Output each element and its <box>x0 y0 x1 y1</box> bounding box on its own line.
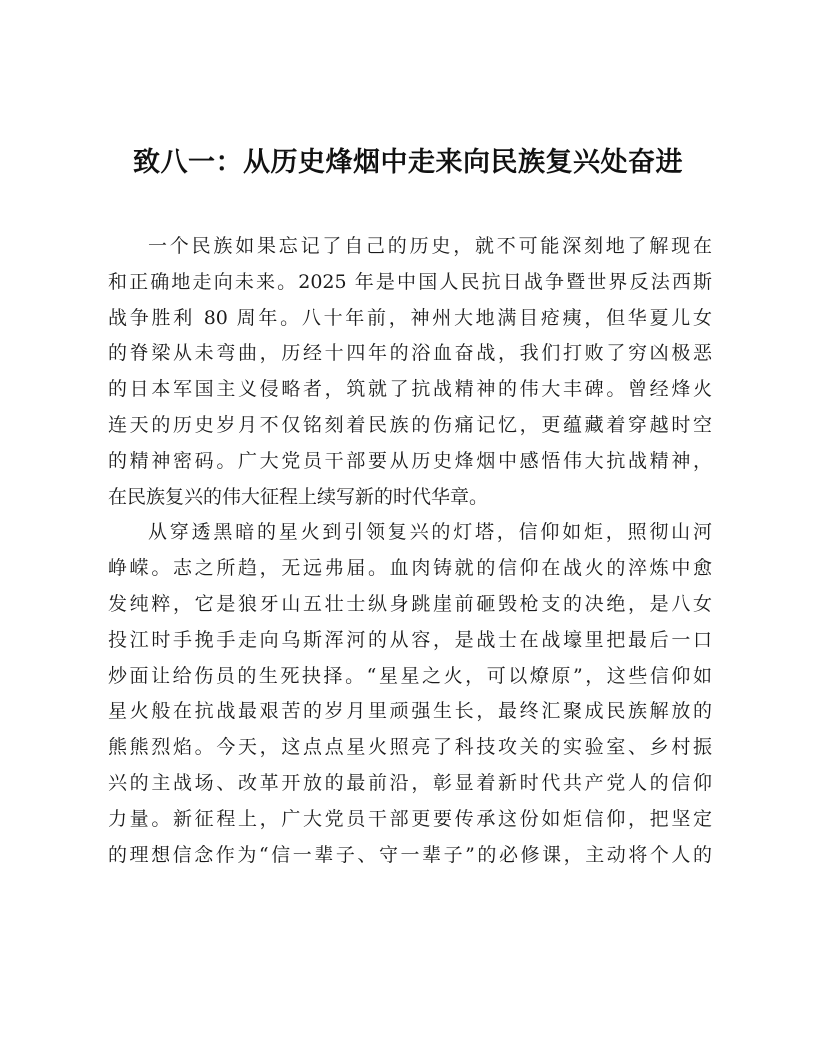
paragraph-1 <box>108 229 712 515</box>
paragraph-line: 的理想信念作为“信一辈子、守一辈子”的必修课，主动将个人的 <box>108 843 712 866</box>
paragraph-line: 峥嵘。志之所趋，无远弗届。血肉铸就的信仰在战火的淬炼中愈 <box>108 557 712 580</box>
document-body <box>108 229 712 873</box>
paragraph-line: 熊熊烈焰。今天，这点点星火照亮了科技攻关的实验室、乡村振 <box>108 736 712 759</box>
paragraph-line: 力量。新征程上，广大党员干部更要传承这份如炬信仰，把坚定 <box>108 807 712 830</box>
paragraph-2 <box>108 515 712 873</box>
paragraph-line: 炒面让给伤员的生死抉择。“星星之火，可以燎原”，这些信仰如 <box>108 664 712 687</box>
document-title: 致八一：从历史烽烟中走来向民族复兴处奋进 <box>133 147 683 178</box>
paragraph-line: 投江时手挽手走向乌斯浑河的从容，是战士在战壕里把最后一口 <box>108 628 712 651</box>
paragraph-line: 在民族复兴的伟大征程上续写新的时代华章。 <box>108 485 489 508</box>
paragraph-line: 星火般在抗战最艰苦的岁月里顽强生长，最终汇聚成民族解放的 <box>108 700 712 723</box>
paragraph-line: 发纯粹，它是狼牙山五壮士纵身跳崖前砸毁枪支的决绝，是八女 <box>108 592 712 615</box>
paragraph-line: 的日本军国主义侵略者，筑就了抗战精神的伟大丰碑。曾经烽火 <box>108 378 712 401</box>
paragraph-line: 一个民族如果忘记了自己的历史，就不可能深刻地了解现在 <box>148 235 712 257</box>
paragraph-line: 和正确地走向未来。2025 年是中国人民抗日战争暨世界反法西斯 <box>108 270 712 293</box>
paragraph-line: 的脊梁从未弯曲，历经十四年的浴血奋战，我们打败了穷凶极恶 <box>108 342 712 365</box>
paragraph-line: 的精神密码。广大党员干部要从历史烽烟中感悟伟大抗战精神， <box>108 449 712 472</box>
paragraph-line: 连天的历史岁月不仅铭刻着民族的伤痛记忆，更蕴藏着穿越时空 <box>108 413 712 436</box>
paragraph-line: 从穿透黑暗的星火到引领复兴的灯塔，信仰如炬，照彻山河 <box>148 521 712 544</box>
paragraph-line: 兴的主战场、改革开放的最前沿，彰显着新时代共产党人的信仰 <box>108 771 712 794</box>
paragraph-line: 战争胜利 80 周年。八十年前，神州大地满目疮痍，但华夏儿女 <box>108 306 712 329</box>
